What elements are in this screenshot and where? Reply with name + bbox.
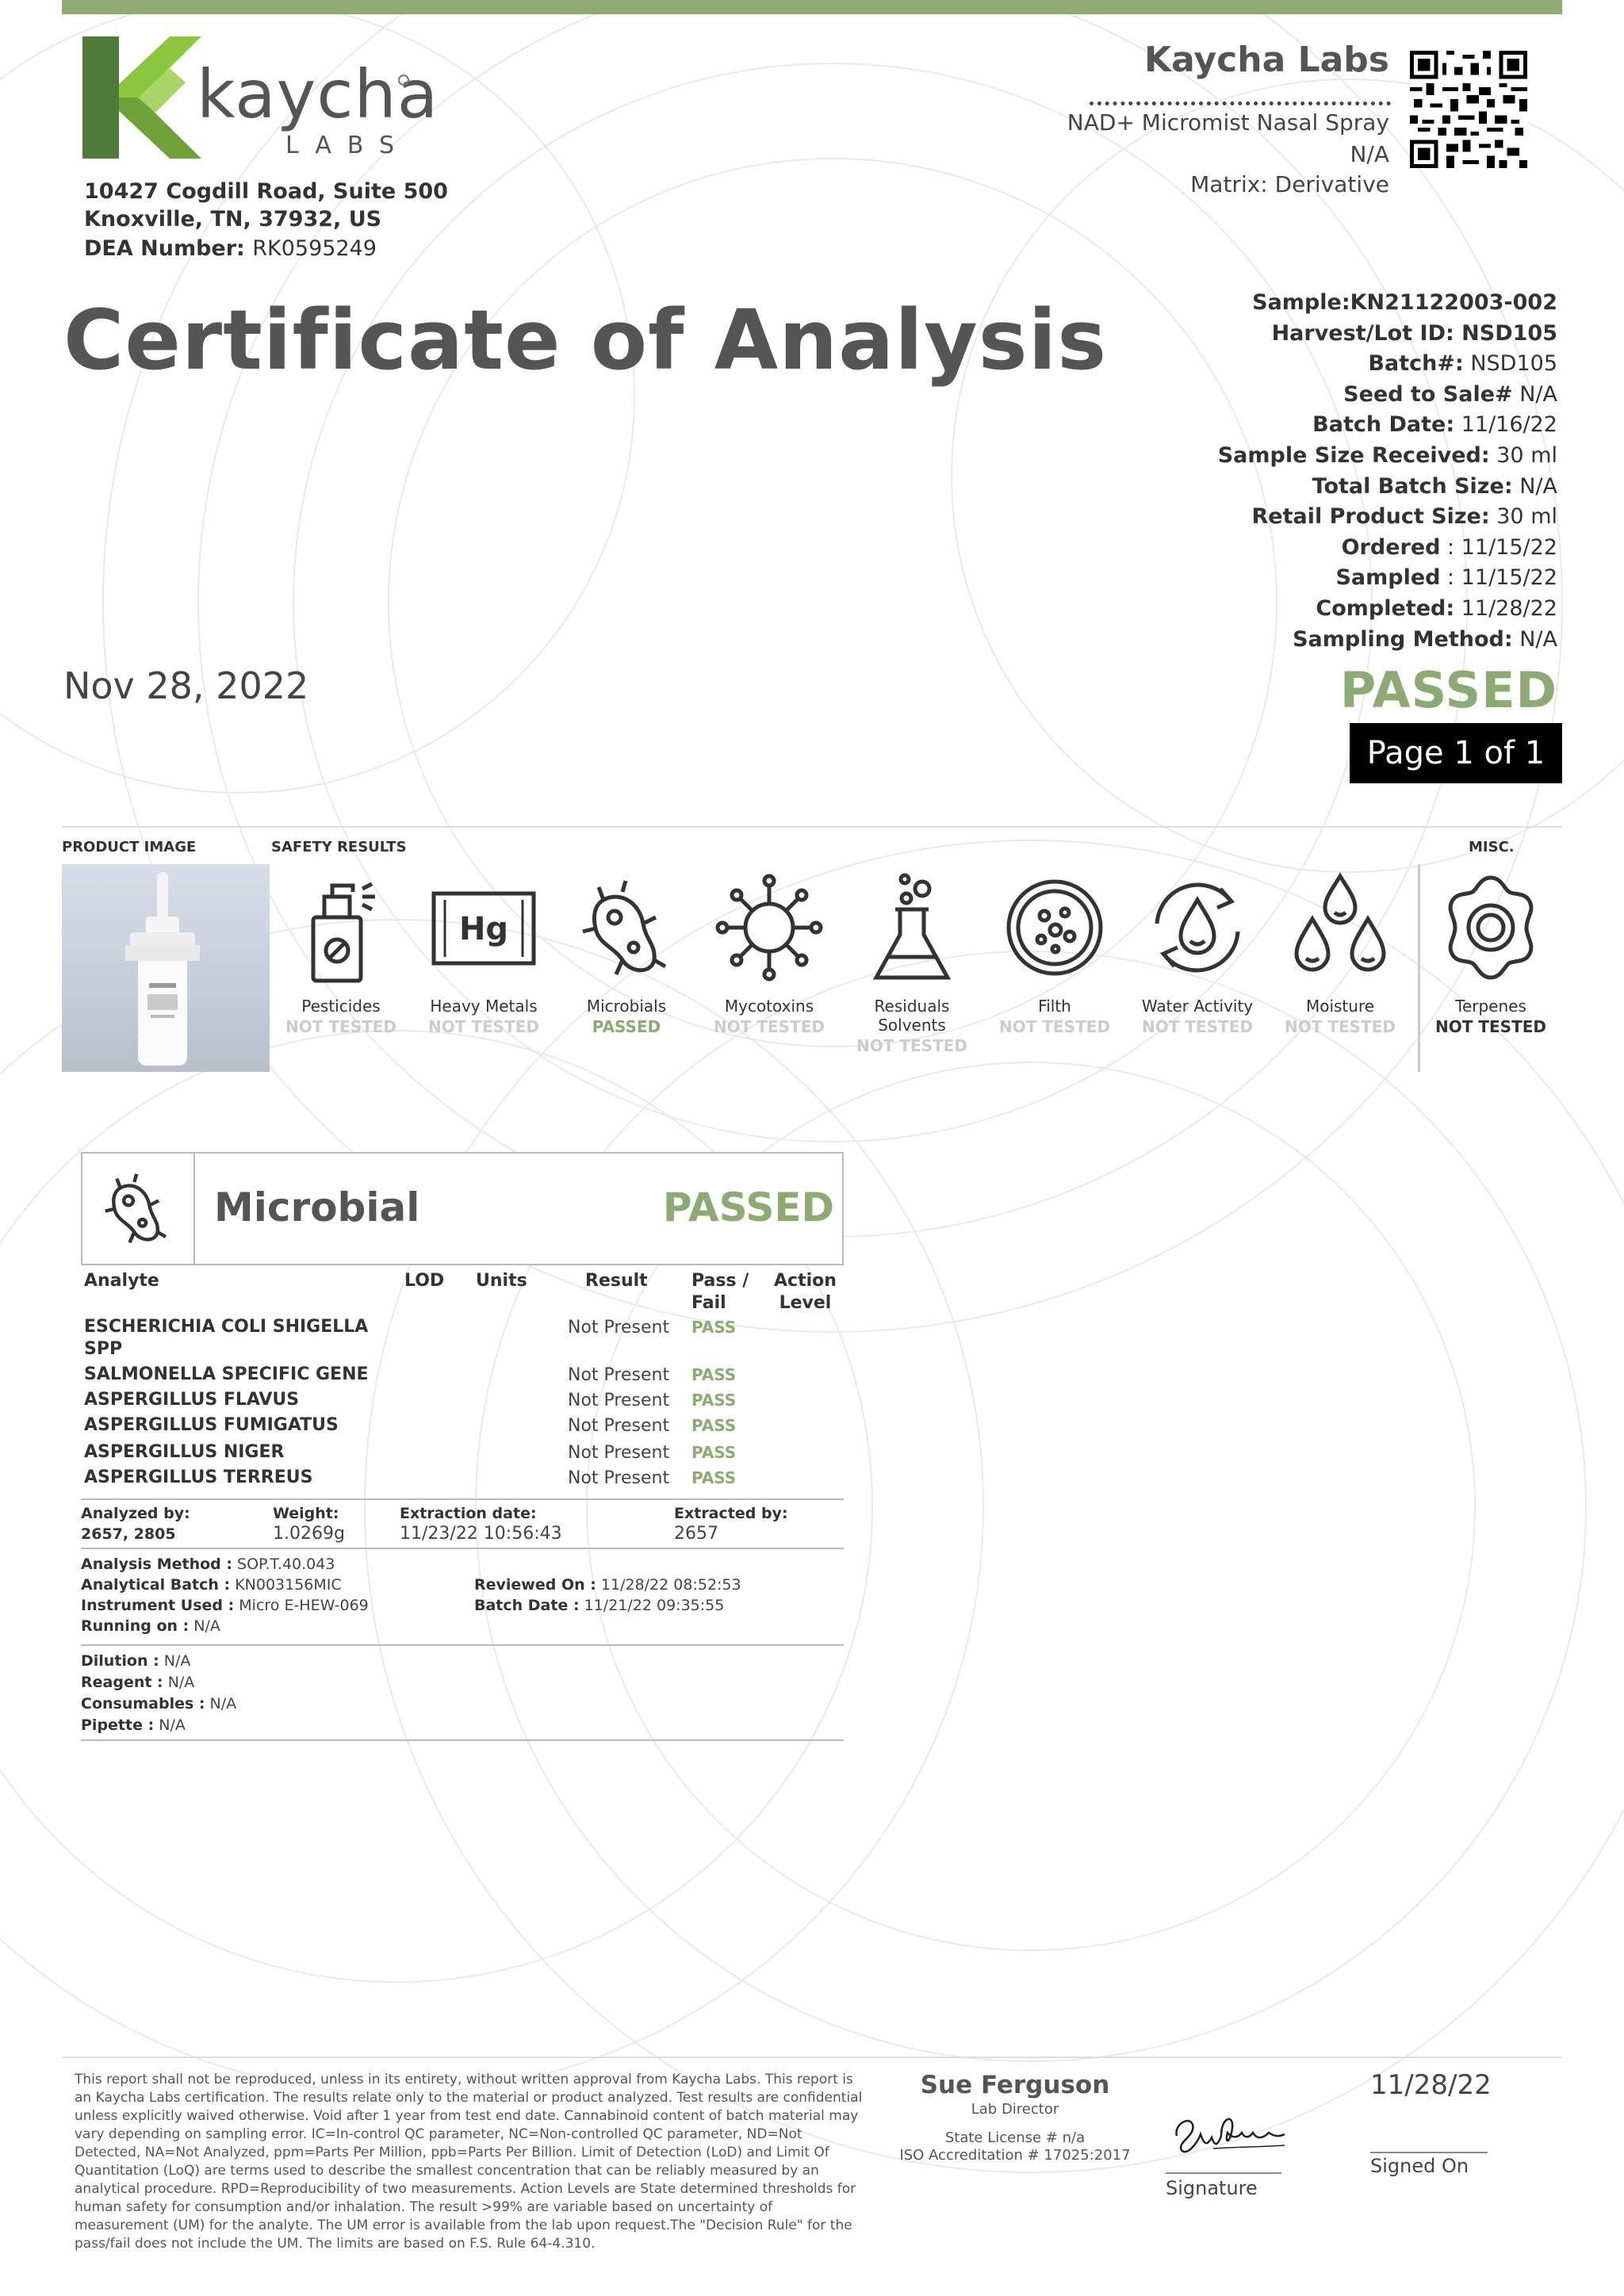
running-on-label: Running on :: [81, 1617, 190, 1635]
col-action-line2: Level: [779, 1293, 832, 1313]
disclaimer-text: This report shall not be reproduced, unless in its entirety, without written approval from Kaycha Labs. This report is an Kaycha Labs certification. The results relate only to the material or product analyzed. Test results are confidential unless explicitly waived otherwise. Void after 1 year from test end date. Cannabinoid content of batch material may vary depending on sampling error. IC=In-control QC parameter, NC=Non-controlled QC parameter, ND=Not Detected, NA=Not Analyzed, ppm=Parts Per Million, ppb=Parts Per Billion. Limit of Detection (LoD) and Limit Of Quantitation (LoQ) are terms used to describe the smallest concentration that can be reliably measured by an analytical procedure. RPD=Reproducibility of two measurements. Action Levels are State determined thresholds for human safety for consumption and/or inhalation. The result >99% are variable based on uncertainty of measurement (UM) for the analyte. The UM error is available from the lab upon request.The "Decision Rule" for the pass/fail does not include the UM. The limits are based on F.S. Rule 64-4.310.: [75, 2072, 863, 2252]
meta-label: Harvest/Lot ID: NSD105: [1271, 320, 1557, 346]
meta-value: NSD105: [1463, 351, 1557, 377]
nasal-spray-bottle-icon: [62, 864, 270, 1072]
hg-element-icon: [424, 868, 543, 987]
meta-label: Batch Date:: [1312, 412, 1455, 438]
water-cycle-icon: [1138, 868, 1257, 987]
logo-labs-text: LABS: [285, 132, 411, 159]
meta-row: [1312, 412, 1557, 437]
extraction-date-label: Extraction date:: [400, 1505, 537, 1522]
pipette-label: Pipette :: [81, 1716, 155, 1734]
safety-results-label: SAFETY RESULTS: [271, 839, 407, 855]
spray-bottle-icon: [282, 868, 400, 987]
analyzed-by-value: 2657, 2805: [81, 1525, 176, 1543]
table-row-result: Not Present: [568, 1391, 670, 1410]
running-on-value: N/A: [189, 1617, 220, 1635]
address-line-1: 10427 Cogdill Road, Suite 500: [84, 179, 448, 204]
signer-name: Sue Ferguson: [920, 2071, 1110, 2099]
meta-row: [1272, 321, 1557, 346]
dilution-label: Dilution :: [81, 1652, 159, 1670]
safety-status: NOT TESTED: [856, 1036, 967, 1055]
analysis-method-label: Analysis Method :: [81, 1556, 232, 1573]
extracted-by-label: Extracted by:: [674, 1505, 788, 1522]
meta-value: N/A: [1512, 473, 1557, 499]
meta-label: Seed to Sale#: [1343, 381, 1513, 407]
table-row-analyte: ASPERGILLUS NIGER: [84, 1442, 285, 1462]
safety-status: NOT TESTED: [1285, 1017, 1396, 1036]
safety-terpenes: [1419, 868, 1562, 1036]
weight: [273, 1503, 345, 1544]
safety-water-activity: [1126, 868, 1269, 1036]
col-lod: LOD: [404, 1271, 445, 1291]
meta-label: Batch#:: [1368, 351, 1464, 377]
safety-status: PASSED: [592, 1017, 661, 1036]
col-pass-fail-line1: Pass /: [691, 1271, 749, 1291]
virus-icon: [710, 868, 829, 987]
batch-date-label: Batch Date :: [474, 1597, 580, 1614]
dilution-value: N/A: [159, 1652, 191, 1670]
meta-value: N/A: [1512, 626, 1557, 652]
analyzed-by: [81, 1503, 190, 1544]
overall-status: PASSED: [1339, 661, 1557, 719]
bacteria-icon: [567, 868, 686, 987]
meta-value: : 11/15/22: [1440, 534, 1557, 560]
consumables-value: N/A: [205, 1695, 237, 1712]
page-indicator: Page 1 of 1: [1350, 723, 1562, 783]
safety-name: Water Activity: [1141, 997, 1254, 1016]
col-action-line1: Action: [774, 1271, 837, 1291]
droplets-icon: [1281, 868, 1400, 987]
meta-row: [1342, 535, 1557, 560]
misc-label: MISC.: [1469, 839, 1515, 855]
top-accent-bar: [62, 0, 1562, 14]
extraction-date-value: 11/23/22 10:56:43: [400, 1524, 562, 1544]
meta-label: Sample Size Received:: [1217, 443, 1490, 468]
safety-status: NOT TESTED: [999, 1017, 1110, 1036]
microbial-title: Microbial: [214, 1184, 420, 1230]
extracted-by: [674, 1503, 788, 1544]
report-date: Nov 28, 2022: [63, 664, 309, 707]
meta-label: Completed:: [1316, 596, 1455, 621]
logo-wordmark: kaycha: [197, 55, 439, 133]
dea-value: RK0595249: [252, 236, 377, 261]
safety-name: Microbials: [586, 997, 667, 1016]
col-analyte: Analyte: [84, 1271, 159, 1291]
table-row-analyte: ASPERGILLUS TERREUS: [84, 1468, 313, 1487]
meta-row: [1251, 504, 1557, 529]
table-row-pass: PASS: [691, 1318, 737, 1337]
col-units: Units: [476, 1271, 527, 1291]
safety-residual-solvents: [841, 868, 983, 1055]
product-line-2: N/A: [1350, 141, 1389, 167]
reagent-label: Reagent :: [81, 1674, 163, 1691]
safety-name: Moisture: [1305, 997, 1375, 1016]
safety-name: Mycotoxins: [724, 997, 814, 1016]
signed-on-label: Signed On: [1370, 2155, 1469, 2177]
instrument-value: Micro E-HEW-069: [234, 1597, 369, 1614]
review-details: [474, 1575, 741, 1616]
reviewed-on-label: Reviewed On :: [474, 1576, 596, 1594]
meta-row: [1252, 290, 1557, 315]
qr-code-icon[interactable]: [1410, 51, 1527, 168]
table-row-result: Not Present: [568, 1365, 670, 1385]
bacteria-icon: [94, 1165, 181, 1252]
meta-label: Ordered: [1341, 534, 1441, 560]
safety-name: Residuals Solvents: [874, 997, 950, 1035]
meta-value: N/A: [1512, 381, 1557, 407]
analyzed-by-label: Analyzed by:: [81, 1505, 190, 1522]
product-image-label: PRODUCT IMAGE: [62, 839, 197, 855]
table-row-result: Not Present: [568, 1416, 670, 1436]
end-divider: [81, 1739, 844, 1741]
analytical-batch-value: KN003156MIC: [230, 1576, 342, 1594]
safety-status: NOT TESTED: [428, 1017, 539, 1036]
signed-date: 11/28/22: [1370, 2069, 1492, 2101]
svg-text:Hg: Hg: [458, 911, 509, 947]
col-action-level: [774, 1270, 837, 1314]
col-pass-fail: [691, 1270, 749, 1314]
analytical-batch-label: Analytical Batch :: [81, 1576, 231, 1594]
meta-label: Retail Product Size:: [1251, 504, 1490, 530]
signed-on-line: [1370, 2152, 1488, 2153]
matrix: Matrix: Derivative: [1190, 171, 1389, 197]
meta-label: Sample:KN21122003-002: [1252, 290, 1557, 315]
address-line-2: Knoxville, TN, 37932, US: [84, 207, 382, 232]
table-row-pass: PASS: [691, 1365, 737, 1384]
meta-value: 11/16/22: [1454, 412, 1557, 438]
safety-name: Terpenes: [1455, 997, 1526, 1016]
safety-microbials: [555, 868, 698, 1036]
table-row-pass: PASS: [691, 1391, 737, 1410]
meta-row: [1335, 565, 1557, 590]
safety-filth: [983, 868, 1126, 1036]
section-divider: [62, 826, 1562, 828]
details-divider: [81, 1548, 844, 1549]
extraction-date: [400, 1503, 562, 1544]
safety-status: NOT TESTED: [1435, 1017, 1546, 1036]
dea-label: DEA Number:: [84, 236, 245, 261]
safety-pesticides: [270, 868, 412, 1036]
safety-status: NOT TESTED: [1142, 1017, 1253, 1036]
table-row-pass: PASS: [691, 1416, 737, 1435]
meta-row: [1218, 443, 1557, 468]
safety-mycotoxins: [698, 868, 841, 1036]
table-row-pass: PASS: [691, 1468, 737, 1487]
safety-name: Heavy Metals: [430, 997, 538, 1016]
table-row-analyte: ASPERGILLUS FUMIGATUS: [84, 1415, 339, 1435]
lab-name: Kaycha Labs: [1144, 40, 1389, 80]
meta-value: 30 ml: [1489, 504, 1557, 530]
registered-mark-icon: [398, 75, 409, 86]
state-license: State License # n/a: [944, 2130, 1086, 2146]
petri-dish-icon: [995, 868, 1114, 987]
col-result: Result: [585, 1271, 648, 1291]
dea-number: [84, 236, 377, 261]
signature-line: [1166, 2172, 1281, 2174]
meta-value: 11/28/22: [1454, 596, 1557, 621]
table-row-result: Not Present: [568, 1443, 670, 1463]
batch-date-value: 11/21/22 09:35:55: [579, 1597, 725, 1614]
page-title: Certificate of Analysis: [63, 292, 1108, 388]
safety-status: NOT TESTED: [714, 1017, 825, 1036]
meta-value: : 11/15/22: [1440, 565, 1557, 591]
meta-row: [1312, 474, 1557, 499]
extracted-by-value: 2657: [674, 1524, 718, 1544]
signature-label: Signature: [1166, 2177, 1258, 2199]
safety-status: NOT TESTED: [285, 1017, 396, 1036]
meta-label: Sampling Method:: [1293, 626, 1513, 652]
analysis-details: [81, 1554, 369, 1636]
reviewed-on-value: 11/28/22 08:52:53: [596, 1576, 741, 1594]
kaycha-logo-icon: [82, 36, 201, 159]
safety-moisture: [1269, 868, 1411, 1036]
product-name: NAD+ Micromist Nasal Spray: [1067, 109, 1389, 136]
meta-row: [1293, 627, 1557, 652]
consumables-label: Consumables :: [81, 1695, 205, 1712]
analysis-method-value: SOP.T.40.043: [232, 1556, 335, 1573]
meta-row: [1316, 596, 1557, 621]
weight-value: 1.0269g: [273, 1524, 345, 1544]
table-divider: [81, 1498, 844, 1500]
reagent-value: N/A: [163, 1674, 195, 1691]
signer-title: Lab Director: [971, 2101, 1059, 2118]
table-row-analyte: ASPERGILLUS FLAVUS: [84, 1390, 300, 1410]
handwritten-signature: [1166, 2101, 1293, 2164]
safety-name: Filth: [1038, 997, 1071, 1016]
flower-icon: [1431, 868, 1550, 987]
dotted-divider: [1090, 101, 1391, 105]
product-image: [62, 864, 270, 1072]
table-row-analyte: SALMONELLA SPECIFIC GENE: [84, 1364, 369, 1384]
iso-accreditation: ISO Accreditation # 17025:2017: [899, 2147, 1131, 2164]
safety-heavy-metals: [412, 868, 555, 1036]
footer-divider: [62, 2057, 1562, 2058]
meta-label: Sampled: [1335, 565, 1441, 591]
pipette-value: N/A: [154, 1716, 186, 1734]
table-row-result: Not Present: [568, 1318, 670, 1337]
meta-row: [1343, 382, 1557, 407]
weight-label: Weight:: [273, 1505, 339, 1522]
microbial-icon-box: [81, 1152, 195, 1265]
safety-name: Pesticides: [301, 997, 381, 1016]
meta-value: 30 ml: [1489, 443, 1557, 468]
table-row-result: Not Present: [568, 1468, 670, 1488]
reagent-details: [81, 1651, 236, 1736]
table-row-pass: PASS: [691, 1443, 737, 1462]
instrument-label: Instrument Used :: [81, 1597, 235, 1614]
microbial-status: PASSED: [662, 1184, 834, 1230]
reagents-divider: [81, 1644, 844, 1646]
meta-label: Total Batch Size:: [1312, 473, 1513, 499]
meta-row: [1368, 351, 1557, 376]
table-row-analyte: ESCHERICHIA COLI SHIGELLA SPP: [84, 1317, 369, 1359]
flask-icon: [852, 868, 971, 987]
col-pass-fail-line2: Fail: [691, 1293, 726, 1313]
